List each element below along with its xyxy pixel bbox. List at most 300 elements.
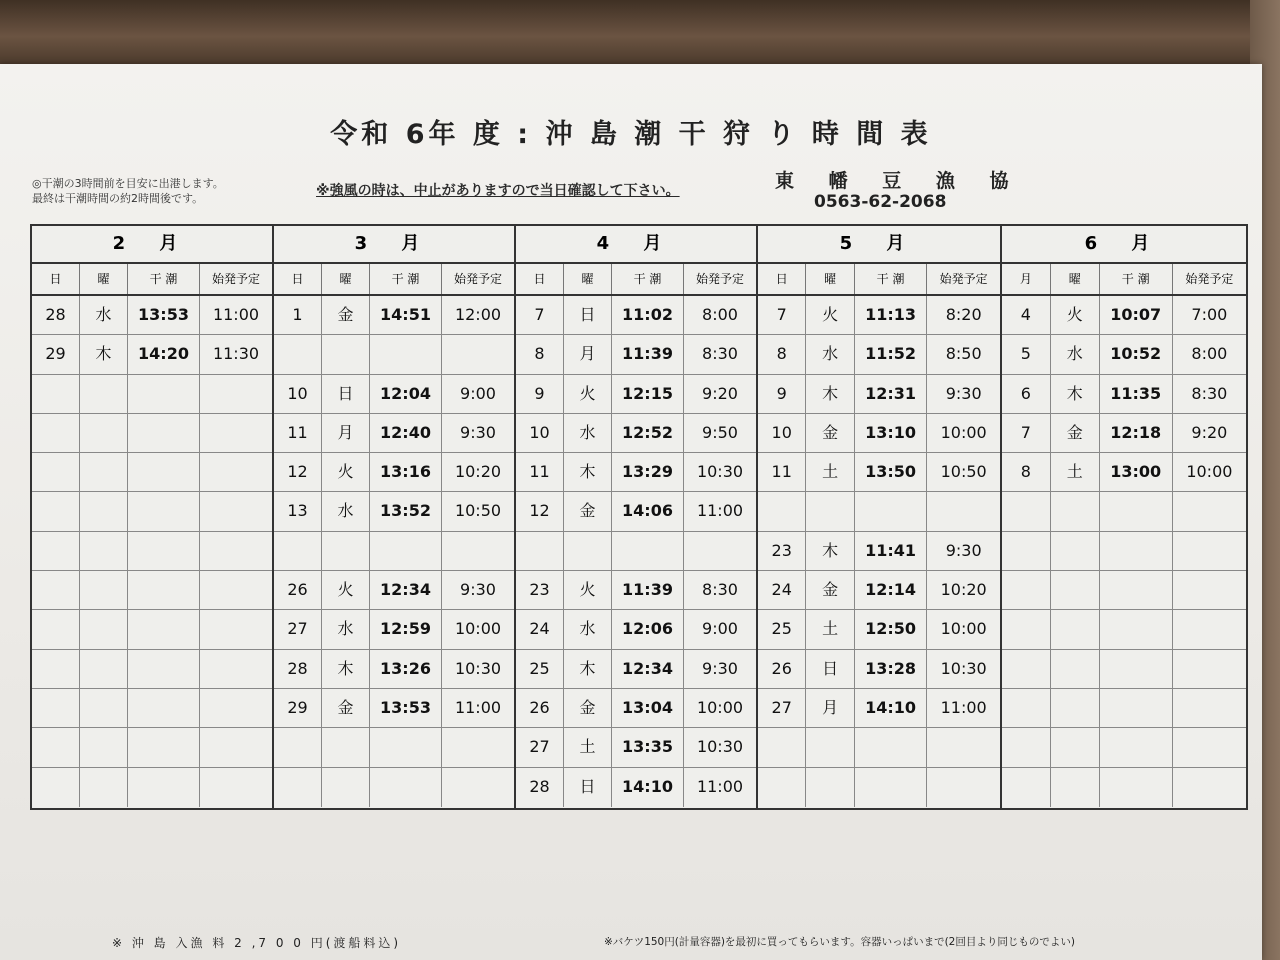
day-cell: 8 bbox=[758, 335, 806, 373]
low-tide-cell: 12:52 bbox=[612, 414, 684, 452]
weekday-cell bbox=[80, 571, 128, 609]
table-row bbox=[516, 375, 756, 414]
low-tide-cell bbox=[128, 414, 200, 452]
day-cell: 23 bbox=[516, 571, 564, 609]
table-row bbox=[758, 453, 1000, 492]
weekday-cell: 水 bbox=[564, 414, 612, 452]
table-row bbox=[1002, 335, 1246, 374]
column-header: 始発予定 bbox=[939, 272, 988, 286]
table-row bbox=[32, 650, 272, 689]
day-cell: 7 bbox=[516, 296, 564, 334]
table-row bbox=[758, 296, 1000, 335]
table-row bbox=[1002, 610, 1246, 649]
low-tide-cell: 13:29 bbox=[612, 453, 684, 491]
table-row bbox=[32, 689, 272, 728]
departure-cell bbox=[200, 728, 272, 766]
day-cell: 23 bbox=[758, 532, 806, 570]
departure-cell: 10:50 bbox=[454, 501, 502, 521]
table-row bbox=[1002, 728, 1246, 767]
day-cell bbox=[32, 375, 80, 413]
weekday-cell: 水 bbox=[564, 610, 612, 648]
day-cell bbox=[1002, 650, 1051, 688]
departure-cell: 8:50 bbox=[945, 344, 982, 364]
weekday-cell: 木 bbox=[806, 532, 854, 570]
departure-cell bbox=[200, 768, 272, 807]
month-block bbox=[758, 226, 1002, 808]
day-cell bbox=[1002, 689, 1051, 727]
table-row bbox=[758, 414, 1000, 453]
weekday-cell bbox=[80, 453, 128, 491]
departure-cell bbox=[442, 728, 514, 766]
departure-cell bbox=[442, 335, 514, 373]
table-row bbox=[274, 768, 514, 807]
day-cell: 12 bbox=[516, 492, 564, 530]
low-tide-cell: 13:04 bbox=[612, 689, 684, 727]
day-cell: 27 bbox=[516, 728, 564, 766]
table-row bbox=[1002, 492, 1246, 531]
low-tide-cell: 10:52 bbox=[1100, 335, 1173, 373]
table-row bbox=[516, 571, 756, 610]
table-row bbox=[32, 610, 272, 649]
weekday-cell: 木 bbox=[806, 375, 854, 413]
day-cell bbox=[1002, 532, 1051, 570]
organization-name: 東 幡 豆 漁 協 bbox=[775, 170, 1023, 192]
weekday-cell bbox=[80, 375, 128, 413]
day-cell bbox=[758, 768, 806, 807]
weekday-cell bbox=[80, 610, 128, 648]
departure-cell bbox=[1173, 492, 1246, 530]
day-cell: 10 bbox=[274, 375, 322, 413]
day-cell: 13 bbox=[274, 492, 322, 530]
low-tide-cell bbox=[128, 375, 200, 413]
low-tide-cell: 12:14 bbox=[855, 571, 928, 609]
column-header: 干 潮 bbox=[370, 264, 442, 294]
weekday-cell: 火 bbox=[322, 453, 370, 491]
day-cell: 27 bbox=[274, 610, 322, 648]
day-cell: 24 bbox=[516, 610, 564, 648]
column-header: 日 bbox=[516, 264, 564, 294]
low-tide-cell bbox=[128, 768, 200, 807]
column-header: 月 bbox=[1002, 264, 1051, 294]
weekday-cell bbox=[80, 414, 128, 452]
day-cell: 5 bbox=[1002, 335, 1051, 373]
page-title: 令和 6年 度 : 沖 島 潮 干 狩 り 時 間 表 bbox=[330, 119, 932, 150]
departure-cell bbox=[1173, 689, 1246, 727]
weekday-cell: 日 bbox=[564, 296, 612, 334]
column-header: 干 潮 bbox=[1100, 264, 1173, 294]
weekday-cell: 火 bbox=[322, 571, 370, 609]
weekday-cell: 火 bbox=[564, 375, 612, 413]
weekday-cell bbox=[1051, 610, 1100, 648]
day-cell: 29 bbox=[274, 689, 322, 727]
column-header: 日 bbox=[32, 264, 80, 294]
day-cell: 9 bbox=[758, 375, 806, 413]
low-tide-cell: 13:26 bbox=[370, 650, 442, 688]
weekday-cell bbox=[1051, 650, 1100, 688]
day-cell bbox=[32, 610, 80, 648]
departure-note-line-1: ◎干潮の3時間前を目安に出港します。 bbox=[32, 177, 224, 190]
low-tide-cell bbox=[1100, 768, 1173, 807]
day-cell: 28 bbox=[274, 650, 322, 688]
day-cell bbox=[32, 728, 80, 766]
day-cell bbox=[32, 532, 80, 570]
departure-cell: 9:30 bbox=[460, 580, 496, 600]
table-row bbox=[758, 610, 1000, 649]
month-header: 4 月 bbox=[516, 226, 756, 264]
departure-cell: 10:00 bbox=[1186, 462, 1233, 482]
table-row bbox=[758, 335, 1000, 374]
low-tide-cell: 13:00 bbox=[1100, 453, 1173, 491]
table-row bbox=[1002, 453, 1246, 492]
low-tide-cell: 13:28 bbox=[855, 650, 928, 688]
departure-cell: 9:20 bbox=[702, 383, 738, 403]
day-cell bbox=[32, 650, 80, 688]
low-tide-cell: 11:52 bbox=[855, 335, 928, 373]
departure-cell: 9:30 bbox=[460, 422, 496, 442]
weekday-cell: 木 bbox=[564, 650, 612, 688]
low-tide-cell bbox=[1100, 571, 1173, 609]
day-cell bbox=[1002, 610, 1051, 648]
low-tide-cell: 11:13 bbox=[855, 296, 928, 334]
weekday-cell: 金 bbox=[322, 296, 370, 334]
low-tide-cell: 13:35 bbox=[612, 728, 684, 766]
low-tide-cell: 12:34 bbox=[370, 571, 442, 609]
weekday-cell: 火 bbox=[1051, 296, 1100, 334]
table-row bbox=[274, 414, 514, 453]
column-headers bbox=[274, 264, 514, 296]
low-tide-cell: 14:10 bbox=[855, 689, 928, 727]
month-header: 2 月 bbox=[32, 226, 272, 264]
departure-cell bbox=[200, 375, 272, 413]
table-row bbox=[32, 375, 272, 414]
weekday-cell: 火 bbox=[564, 571, 612, 609]
table-row bbox=[516, 532, 756, 571]
column-header: 日 bbox=[274, 264, 322, 294]
day-cell: 7 bbox=[758, 296, 806, 334]
low-tide-cell bbox=[1100, 492, 1173, 530]
weekday-cell bbox=[1051, 689, 1100, 727]
departure-cell bbox=[200, 571, 272, 609]
low-tide-cell: 12:18 bbox=[1100, 414, 1173, 452]
day-cell bbox=[32, 571, 80, 609]
departure-cell bbox=[1173, 610, 1246, 648]
departure-cell: 9:00 bbox=[460, 383, 496, 403]
low-tide-cell bbox=[855, 728, 928, 766]
column-header: 干 潮 bbox=[612, 264, 684, 294]
weekday-cell bbox=[80, 650, 128, 688]
low-tide-cell: 11:39 bbox=[612, 335, 684, 373]
weekday-cell bbox=[322, 335, 370, 373]
departure-cell: 9:30 bbox=[945, 383, 982, 403]
departure-cell: 10:00 bbox=[940, 422, 987, 442]
day-cell bbox=[32, 768, 80, 807]
day-cell bbox=[32, 689, 80, 727]
low-tide-cell bbox=[128, 689, 200, 727]
low-tide-cell: 13:10 bbox=[855, 414, 928, 452]
weekday-cell bbox=[80, 728, 128, 766]
low-tide-cell: 13:53 bbox=[370, 689, 442, 727]
organization-phone: 0563-62-2068 bbox=[814, 192, 947, 212]
departure-cell: 8:30 bbox=[702, 344, 738, 364]
table-row bbox=[1002, 650, 1246, 689]
weekday-cell: 土 bbox=[806, 610, 854, 648]
day-cell: 7 bbox=[1002, 414, 1051, 452]
table-row bbox=[274, 728, 514, 767]
weekday-cell bbox=[1051, 571, 1100, 609]
table-row bbox=[758, 375, 1000, 414]
table-row bbox=[1002, 296, 1246, 335]
table-row bbox=[516, 728, 756, 767]
departure-cell: 10:30 bbox=[696, 737, 744, 757]
day-cell: 10 bbox=[758, 414, 806, 452]
day-cell bbox=[1002, 571, 1051, 609]
weekday-cell bbox=[322, 768, 370, 807]
column-header: 日 bbox=[758, 264, 806, 294]
departure-cell: 9:00 bbox=[702, 619, 738, 639]
table-row bbox=[274, 532, 514, 571]
low-tide-cell: 14:10 bbox=[612, 768, 684, 807]
low-tide-cell: 12:40 bbox=[370, 414, 442, 452]
day-cell: 26 bbox=[274, 571, 322, 609]
departure-cell: 10:30 bbox=[940, 658, 987, 678]
weekday-cell: 金 bbox=[806, 571, 854, 609]
column-headers bbox=[758, 264, 1000, 296]
departure-cell: 11:00 bbox=[696, 501, 744, 521]
low-tide-cell: 14:06 bbox=[612, 492, 684, 530]
weekday-cell bbox=[806, 768, 854, 807]
wind-warning-note: ※強風の時は、中止がありますので当日確認して下さい。 bbox=[316, 183, 680, 199]
table-row bbox=[758, 768, 1000, 807]
table-row bbox=[516, 610, 756, 649]
table-row bbox=[516, 414, 756, 453]
low-tide-cell bbox=[1100, 610, 1173, 648]
departure-cell: 10:00 bbox=[940, 619, 987, 639]
column-headers bbox=[32, 264, 272, 296]
weekday-cell: 土 bbox=[1051, 453, 1100, 491]
table-row bbox=[274, 492, 514, 531]
column-header: 曜 bbox=[80, 264, 128, 294]
weekday-cell: 金 bbox=[1051, 414, 1100, 452]
departure-cell bbox=[927, 768, 1000, 807]
departure-cell: 8:20 bbox=[945, 305, 982, 324]
departure-cell: 11:00 bbox=[454, 697, 502, 717]
departure-cell: 7:00 bbox=[1191, 305, 1228, 324]
departure-cell: 8:30 bbox=[1191, 383, 1228, 403]
day-cell bbox=[1002, 492, 1051, 530]
low-tide-cell bbox=[128, 728, 200, 766]
weekday-cell: 金 bbox=[806, 414, 854, 452]
day-cell: 9 bbox=[516, 375, 564, 413]
departure-cell: 11:00 bbox=[940, 697, 987, 717]
departure-cell bbox=[684, 532, 756, 570]
departure-cell: 10:30 bbox=[454, 658, 502, 678]
departure-cell bbox=[200, 492, 272, 530]
bucket-note: ※バケツ150円(計量容器)を最初に買ってもらいます。容器いっぱいまで(2回目より同じものでよい) bbox=[604, 936, 1075, 948]
low-tide-cell: 14:20 bbox=[128, 335, 200, 373]
day-cell: 1 bbox=[274, 296, 322, 334]
day-cell: 28 bbox=[516, 768, 564, 807]
column-headers bbox=[516, 264, 756, 296]
table-row bbox=[274, 375, 514, 414]
table-row bbox=[516, 492, 756, 531]
departure-cell: 12:00 bbox=[454, 305, 502, 324]
low-tide-cell bbox=[128, 650, 200, 688]
weekday-cell: 日 bbox=[564, 768, 612, 807]
low-tide-cell: 12:04 bbox=[370, 375, 442, 413]
column-header: 始発予定 bbox=[1185, 272, 1234, 286]
low-tide-cell: 12:06 bbox=[612, 610, 684, 648]
day-cell: 25 bbox=[758, 610, 806, 648]
month-block bbox=[516, 226, 758, 808]
low-tide-cell bbox=[128, 610, 200, 648]
departure-cell: 10:20 bbox=[454, 462, 502, 482]
departure-note-line-2: 最終は干潮時間の約2時間後です。 bbox=[32, 192, 204, 205]
weekday-cell bbox=[806, 728, 854, 766]
table-row bbox=[32, 296, 272, 335]
departure-cell: 11:30 bbox=[212, 344, 260, 364]
weekday-cell: 日 bbox=[806, 650, 854, 688]
departure-cell bbox=[927, 728, 1000, 766]
departure-cell bbox=[1173, 571, 1246, 609]
weekday-cell: 月 bbox=[322, 414, 370, 452]
column-headers bbox=[1002, 264, 1246, 296]
low-tide-cell: 10:07 bbox=[1100, 296, 1173, 334]
departure-cell: 10:30 bbox=[696, 462, 744, 482]
table-row bbox=[32, 768, 272, 807]
day-cell: 28 bbox=[32, 296, 80, 334]
column-header: 曜 bbox=[806, 264, 854, 294]
weekday-cell: 火 bbox=[806, 296, 854, 334]
table-row bbox=[516, 768, 756, 807]
table-row bbox=[274, 335, 514, 374]
low-tide-cell bbox=[128, 453, 200, 491]
table-row bbox=[32, 453, 272, 492]
wood-background-top bbox=[0, 0, 1280, 66]
day-cell bbox=[274, 335, 322, 373]
departure-cell bbox=[200, 414, 272, 452]
low-tide-cell: 14:51 bbox=[370, 296, 442, 334]
tide-schedule-table bbox=[30, 224, 1248, 810]
departure-cell bbox=[1173, 650, 1246, 688]
departure-cell: 9:50 bbox=[702, 422, 738, 442]
month-header: 6 月 bbox=[1002, 226, 1246, 264]
column-header: 干 潮 bbox=[128, 264, 200, 294]
column-header: 始発予定 bbox=[453, 272, 502, 286]
low-tide-cell bbox=[128, 532, 200, 570]
weekday-cell: 金 bbox=[564, 689, 612, 727]
weekday-cell: 木 bbox=[80, 335, 128, 373]
day-cell bbox=[274, 768, 322, 807]
column-header: 始発予定 bbox=[211, 272, 260, 286]
departure-cell bbox=[200, 650, 272, 688]
table-row bbox=[1002, 532, 1246, 571]
month-header: 5 月 bbox=[758, 226, 1000, 264]
day-cell bbox=[1002, 728, 1051, 766]
day-cell: 4 bbox=[1002, 296, 1051, 334]
weekday-cell: 木 bbox=[322, 650, 370, 688]
weekday-cell bbox=[80, 532, 128, 570]
table-row bbox=[516, 296, 756, 335]
table-row bbox=[758, 728, 1000, 767]
day-cell: 29 bbox=[32, 335, 80, 373]
weekday-cell: 水 bbox=[80, 296, 128, 334]
day-cell: 8 bbox=[516, 335, 564, 373]
weekday-cell: 月 bbox=[806, 689, 854, 727]
column-header: 曜 bbox=[322, 264, 370, 294]
low-tide-cell bbox=[1100, 650, 1173, 688]
low-tide-cell: 13:50 bbox=[855, 453, 928, 491]
departure-cell bbox=[1173, 532, 1246, 570]
low-tide-cell bbox=[128, 492, 200, 530]
day-cell: 11 bbox=[274, 414, 322, 452]
weekday-cell: 土 bbox=[564, 728, 612, 766]
low-tide-cell bbox=[370, 532, 442, 570]
table-row bbox=[274, 453, 514, 492]
departure-cell: 10:20 bbox=[940, 580, 987, 600]
low-tide-cell: 13:16 bbox=[370, 453, 442, 491]
departure-cell bbox=[200, 532, 272, 570]
weekday-cell: 木 bbox=[1051, 375, 1100, 413]
table-row bbox=[32, 492, 272, 531]
table-row bbox=[516, 689, 756, 728]
departure-cell: 11:00 bbox=[696, 776, 744, 796]
day-cell bbox=[758, 728, 806, 766]
departure-cell bbox=[442, 532, 514, 570]
day-cell bbox=[274, 532, 322, 570]
day-cell: 26 bbox=[516, 689, 564, 727]
table-row bbox=[758, 532, 1000, 571]
weekday-cell bbox=[1051, 768, 1100, 807]
weekday-cell: 月 bbox=[564, 335, 612, 373]
day-cell bbox=[1002, 768, 1051, 807]
table-row bbox=[1002, 689, 1246, 728]
departure-cell: 10:00 bbox=[696, 697, 744, 717]
weekday-cell: 日 bbox=[322, 375, 370, 413]
day-cell: 11 bbox=[516, 453, 564, 491]
weekday-cell: 水 bbox=[322, 610, 370, 648]
table-row bbox=[274, 571, 514, 610]
low-tide-cell: 11:41 bbox=[855, 532, 928, 570]
low-tide-cell: 12:15 bbox=[612, 375, 684, 413]
departure-cell bbox=[1173, 728, 1246, 766]
departure-cell: 9:20 bbox=[1191, 422, 1228, 442]
departure-cell: 10:50 bbox=[940, 462, 987, 482]
low-tide-cell bbox=[855, 492, 928, 530]
departure-cell: 8:30 bbox=[702, 580, 738, 600]
low-tide-cell bbox=[1100, 689, 1173, 727]
low-tide-cell: 12:50 bbox=[855, 610, 928, 648]
table-row bbox=[1002, 571, 1246, 610]
table-row bbox=[516, 335, 756, 374]
departure-note bbox=[32, 176, 224, 206]
column-header: 曜 bbox=[1051, 264, 1100, 294]
weekday-cell bbox=[322, 728, 370, 766]
table-row bbox=[32, 728, 272, 767]
day-cell: 11 bbox=[758, 453, 806, 491]
table-row bbox=[32, 335, 272, 374]
departure-cell bbox=[927, 492, 1000, 530]
departure-cell bbox=[200, 453, 272, 491]
day-cell bbox=[274, 728, 322, 766]
weekday-cell: 水 bbox=[1051, 335, 1100, 373]
day-cell: 24 bbox=[758, 571, 806, 609]
weekday-cell: 土 bbox=[806, 453, 854, 491]
month-block bbox=[274, 226, 516, 808]
day-cell: 27 bbox=[758, 689, 806, 727]
table-row bbox=[758, 689, 1000, 728]
table-row bbox=[274, 610, 514, 649]
weekday-cell: 金 bbox=[564, 492, 612, 530]
